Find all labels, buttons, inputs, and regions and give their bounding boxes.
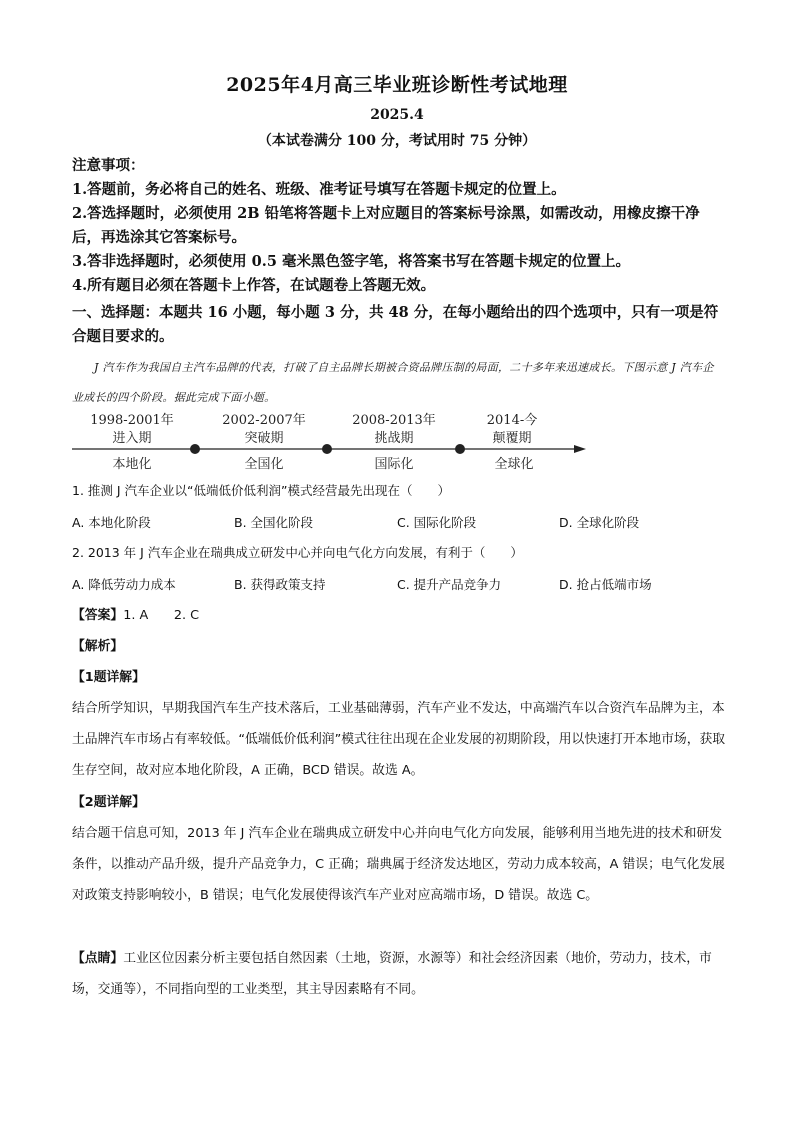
notice-item: 4.所有题目必须在答题卡上作答，在试题卷上答题无效。	[72, 277, 436, 294]
stage-phase: 颠覆期	[492, 431, 532, 446]
answer-label: 【答案】	[72, 608, 124, 623]
stage-years: 2014-今	[486, 413, 538, 428]
answer-line	[72, 600, 728, 631]
option[interactable]: C. 提升产品竞争力	[397, 577, 502, 592]
stage-years: 1998-2001年	[90, 413, 174, 428]
notice-item: 3.答非选择题时，必须使用 0.5 毫米黑色签字笔，将答案书写在答题卡规定的位置上。	[72, 253, 630, 270]
question-1-stem: 1. 推测 J 汽车企业以“低端低价低利润”模式经营最先出现在（ ）	[72, 483, 450, 498]
stage-scope: 本地化	[112, 457, 152, 472]
analysis-label: 【解析】	[72, 639, 124, 654]
q2-detail-label: 【2题详解】	[72, 795, 145, 810]
q1-detail-text: 结合所学知识，早期我国汽车生产技术落后，工业基础薄弱，汽车产业不发达，中高端汽车以合资汽车品牌为主，本土品牌汽车市场占有率较低。“低端低价低利润”模式往往出现在企业发展的初期阶段，用以快速打开本地市场，获取生存空间，故对应本地化阶段，A 正确，BCD 错误。故选 A。	[72, 701, 726, 778]
timeline-node	[322, 444, 332, 454]
option[interactable]: A. 本地化阶段	[72, 515, 151, 530]
stage-scope: 国际化	[374, 457, 414, 472]
notice-heading: 注意事项：	[72, 157, 145, 174]
notice-list	[72, 178, 727, 298]
notice-item: 1.答题前，务必将自己的姓名、班级、准考证号填写在答题卡规定的位置上。	[72, 181, 566, 198]
score-note: （本试卷满分 100 分，考试用时 75 分钟）	[257, 133, 537, 149]
stage-scope: 全球化	[494, 457, 534, 472]
option[interactable]: D. 抢占低端市场	[559, 577, 652, 592]
stage-scope: 全国化	[244, 457, 284, 472]
stage-years: 2008-2013年	[352, 413, 436, 428]
tip-paragraph	[72, 943, 728, 1005]
tip-text: 工业区位因素分析主要包括自然因素（土地，资源，水源等）和社会经济因素（地价，劳动力，技术，市场，交通等），不同指向型的工业类型，其主导因素略有不同。	[72, 951, 712, 997]
question-2-stem: 2. 2013 年 J 汽车企业在瑞典成立研发中心并向电气化方向发展，有利于（ ）	[72, 545, 523, 560]
timeline-diagram	[70, 408, 600, 478]
stage-phase: 挑战期	[374, 431, 414, 446]
q1-detail-label: 【1题详解】	[72, 670, 145, 685]
stage-phase: 突破期	[244, 431, 284, 446]
section-heading: 一、选择题：本题共 16 小题，每小题 3 分，共 48 分，在每小题给出的四个选项中，只有一项是符合题目要求的。	[72, 304, 719, 345]
timeline-arrow-icon	[574, 445, 586, 453]
question-intro: J 汽车作为我国自主汽车品牌的代表，打破了自主品牌长期被合资品牌压制的局面，二十多年来迅速成长。下图示意 J 汽车企业成长的四个阶段。据此完成下面小题。	[72, 361, 714, 404]
option[interactable]: A. 降低劳动力成本	[72, 577, 176, 592]
option[interactable]: C. 国际化阶段	[397, 515, 477, 530]
option[interactable]: D. 全球化阶段	[559, 515, 640, 530]
notice-item: 2.答选择题时，必须使用 2B 铅笔将答题卡上对应题目的答案标号涂黑，如需改动，用橡皮擦干净后，再选涂其它答案标号。	[72, 205, 700, 246]
timeline-node	[190, 444, 200, 454]
answer-value: 1. A 2. C	[123, 608, 200, 623]
tip-label: 【点睛】	[72, 951, 124, 966]
exam-title: 2025年4月高三毕业班诊断性考试地理	[226, 74, 568, 96]
q2-detail-text: 结合题干信息可知，2013 年 J 汽车企业在瑞典成立研发中心并向电气化方向发展，能够利用当地先进的技术和研发条件，以推动产品升级，提升产品竞争力，C 正确；瑞典属于经济发达地区，劳动力成本较高，A 错误；电气化发展对政策支持影响较小，B 错误；电气化发展使得该汽车产业对应高端市场，D 错误。故选 C。	[72, 826, 725, 903]
timeline-node	[455, 444, 465, 454]
option[interactable]: B. 获得政策支持	[234, 577, 326, 592]
stage-phase: 进入期	[112, 431, 152, 446]
option[interactable]: B. 全国化阶段	[234, 515, 314, 530]
exam-date: 2025.4	[370, 107, 424, 123]
stage-years: 2002-2007年	[222, 413, 306, 428]
